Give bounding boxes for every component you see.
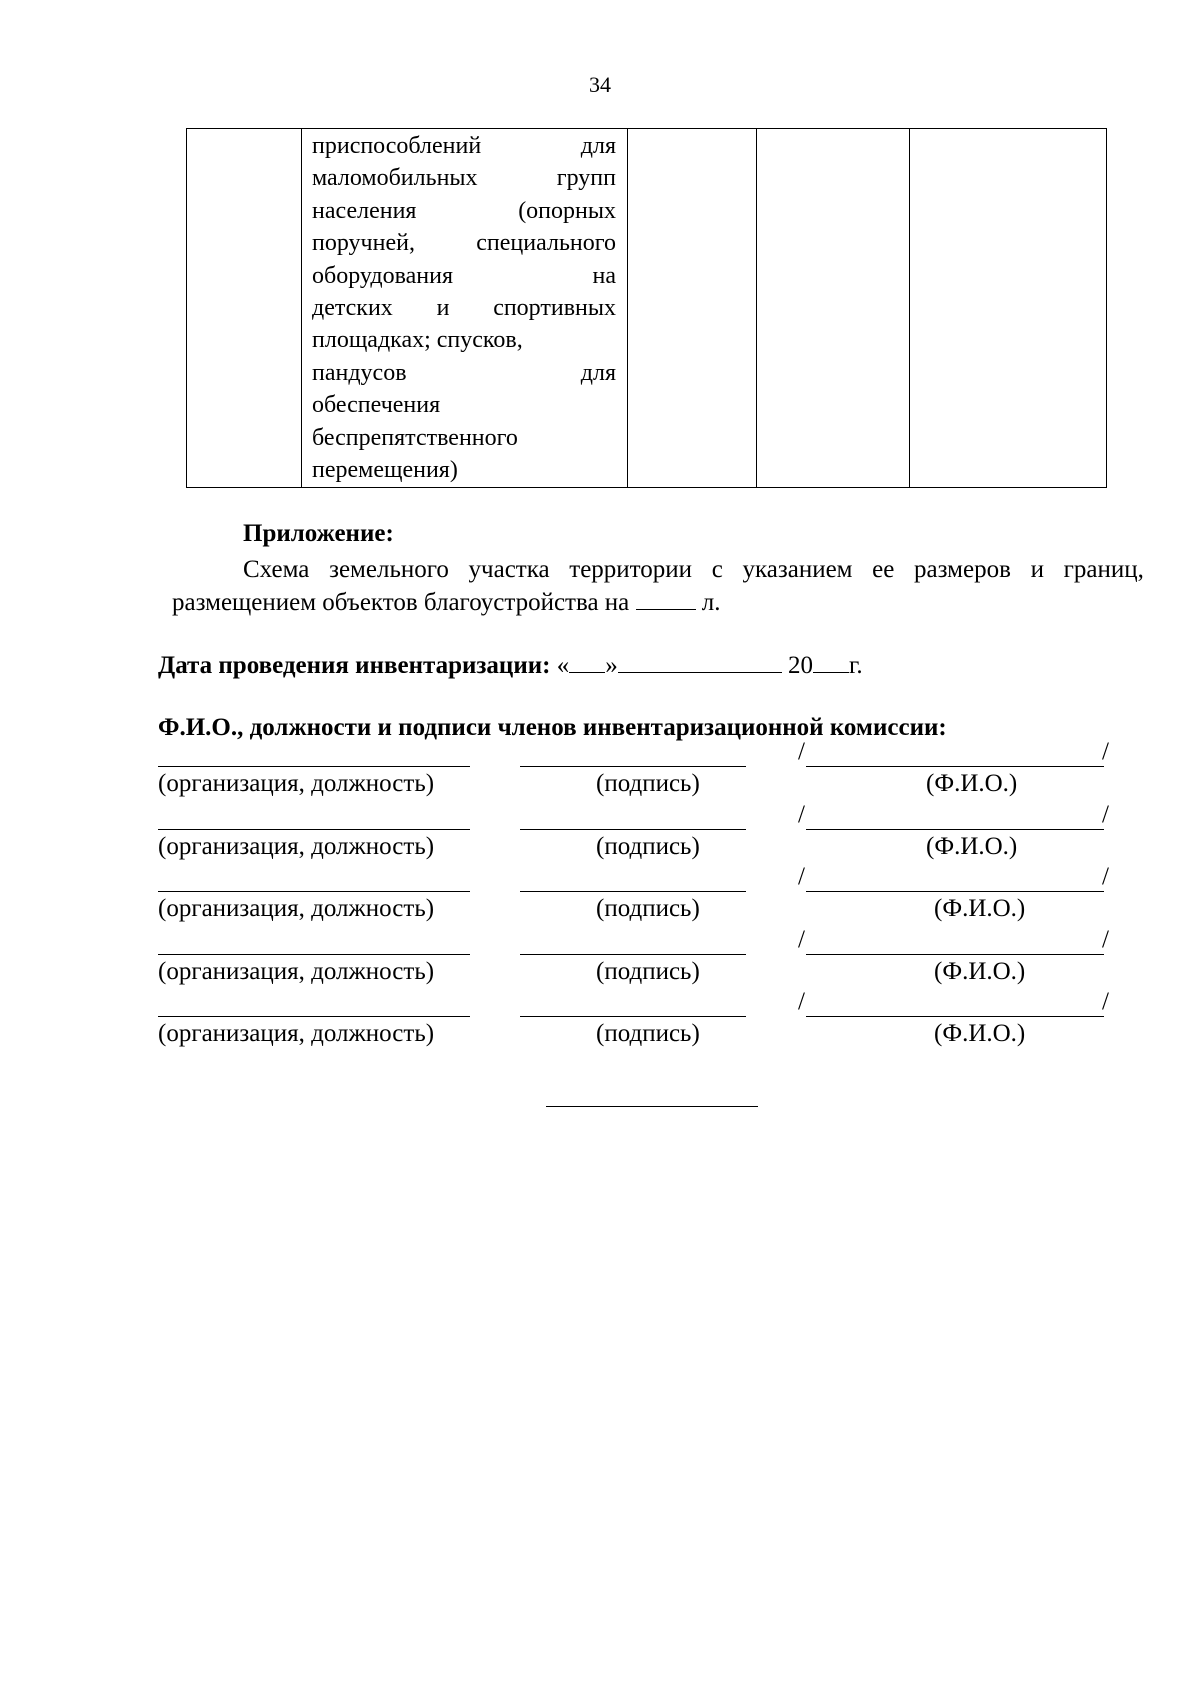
organization-position-line[interactable] (158, 829, 470, 830)
signature-line[interactable] (520, 766, 746, 767)
slash-left: / (798, 738, 805, 765)
appendix-word: ее (872, 556, 895, 583)
cell-word: спортивных (493, 295, 616, 322)
appendix-line-2-suffix: л. (695, 589, 721, 616)
cell-word: пандусов (312, 359, 407, 386)
cell-line (312, 454, 616, 486)
organization-position-line[interactable] (158, 954, 470, 955)
organization-position-caption: (организация, должность) (158, 832, 435, 860)
full-name-caption: (Ф.И.О.) (926, 770, 1018, 797)
appendix-word: и (1030, 556, 1044, 583)
table-cell-empty (757, 129, 910, 488)
signature-caption: (подпись) (596, 957, 700, 985)
appendix-word: участка (468, 556, 550, 583)
table-cell-empty (910, 129, 1107, 488)
slash-left: / (798, 863, 805, 890)
appendix-line-1 (172, 553, 1144, 586)
cell-line (312, 292, 616, 324)
cell-word: беспрепятственного (312, 424, 518, 451)
organization-position-caption: (организация, должность) (158, 770, 435, 797)
cell-line (312, 195, 616, 227)
end-divider (546, 1106, 758, 1107)
signature-row (158, 736, 1118, 798)
full-name-caption: (Ф.И.О.) (934, 895, 1026, 922)
appendix-heading: Приложение: (243, 520, 394, 547)
cell-line (312, 324, 616, 356)
cell-word: маломобильных (312, 165, 478, 192)
cell-line (312, 162, 616, 194)
full-name-line[interactable] (806, 891, 1104, 892)
signature-row (158, 986, 1118, 1048)
signature-line[interactable] (520, 954, 746, 955)
inventory-table (186, 128, 1107, 488)
cell-word: поручней, (312, 230, 415, 257)
full-name-caption: (Ф.И.О.) (926, 832, 1018, 860)
full-name-line[interactable] (806, 829, 1104, 830)
year-blank[interactable] (813, 650, 849, 673)
appendix-text (172, 553, 1144, 619)
appendix-word: границ, (1063, 556, 1144, 583)
organization-position-caption: (организация, должность) (158, 957, 435, 985)
appendix-word: размеров (914, 556, 1011, 583)
cell-word: (опорных (518, 197, 616, 224)
appendix-word: указанием (742, 556, 853, 583)
appendix-word: Схема (243, 556, 310, 583)
slash-right: / (1102, 988, 1109, 1015)
appendix-line-2 (172, 586, 1144, 619)
date-close-quote: » (605, 652, 618, 679)
appendix-word: территории (569, 556, 693, 583)
signature-caption: (подпись) (596, 895, 700, 922)
cell-word: перемещения) (312, 457, 458, 484)
signature-caption: (подпись) (596, 1020, 700, 1047)
slash-left: / (798, 800, 805, 828)
slash-left: / (798, 925, 805, 953)
day-blank[interactable] (569, 650, 605, 673)
signature-line[interactable] (520, 1016, 746, 1017)
cell-word: специального (476, 230, 616, 257)
signature-caption: (подпись) (596, 770, 700, 797)
month-blank[interactable] (618, 650, 782, 673)
cell-word: для (580, 359, 616, 386)
full-name-caption: (Ф.И.О.) (934, 1020, 1026, 1047)
slash-right: / (1102, 738, 1109, 765)
page-number: 34 (589, 72, 611, 97)
cell-word: групп (556, 165, 616, 192)
slash-left: / (798, 988, 805, 1015)
organization-position-caption: (организация, должность) (158, 895, 435, 922)
appendix-word: земельного (329, 556, 449, 583)
year-prefix: 20 (781, 652, 813, 679)
cell-word: на (592, 262, 616, 289)
table-cell-empty (628, 129, 757, 488)
signature-row (158, 924, 1118, 986)
slash-right: / (1102, 863, 1109, 890)
signature-row (158, 861, 1118, 923)
year-suffix: г. (848, 652, 863, 679)
date-open-quote: « (550, 652, 570, 679)
table-cell-description (302, 129, 628, 488)
cell-line (312, 130, 616, 162)
signature-line[interactable] (520, 829, 746, 830)
cell-text (302, 129, 627, 486)
cell-word: детских (312, 295, 393, 322)
table-row (187, 129, 1107, 488)
cell-word: оборудования (312, 262, 453, 289)
slash-right: / (1102, 925, 1109, 953)
full-name-line[interactable] (806, 1016, 1104, 1017)
organization-position-line[interactable] (158, 891, 470, 892)
organization-position-line[interactable] (158, 766, 470, 767)
organization-position-caption: (организация, должность) (158, 1020, 435, 1047)
cell-word: приспособлений (312, 133, 482, 159)
cell-line (312, 227, 616, 259)
full-name-line[interactable] (806, 766, 1104, 767)
commission-heading: Ф.И.О., должности и подписи членов инвентаризационной комиссии: (158, 714, 947, 741)
cell-line (312, 260, 616, 292)
cell-line (312, 357, 616, 389)
cell-word: и (436, 295, 450, 322)
signature-row (158, 799, 1118, 861)
signature-caption: (подпись) (596, 832, 700, 860)
inventory-date-row (158, 650, 863, 680)
appendix-word: с (711, 556, 723, 583)
organization-position-line[interactable] (158, 1016, 470, 1017)
table-cell-number (187, 129, 302, 488)
cell-word: обеспечения (312, 392, 441, 419)
full-name-caption: (Ф.И.О.) (934, 957, 1026, 985)
slash-right: / (1102, 800, 1109, 828)
cell-word: для (580, 133, 616, 159)
sheet-count-blank[interactable] (636, 587, 696, 610)
cell-word: площадках; спусков, (312, 327, 523, 354)
cell-word: населения (312, 197, 417, 224)
cell-line (312, 389, 616, 421)
cell-line (312, 422, 616, 454)
inventory-date-label: Дата проведения инвентаризации: (158, 652, 551, 679)
appendix-line-2-text: размещением объектов благоустройства на (172, 589, 636, 616)
full-name-line[interactable] (806, 954, 1104, 955)
signature-line[interactable] (520, 891, 746, 892)
